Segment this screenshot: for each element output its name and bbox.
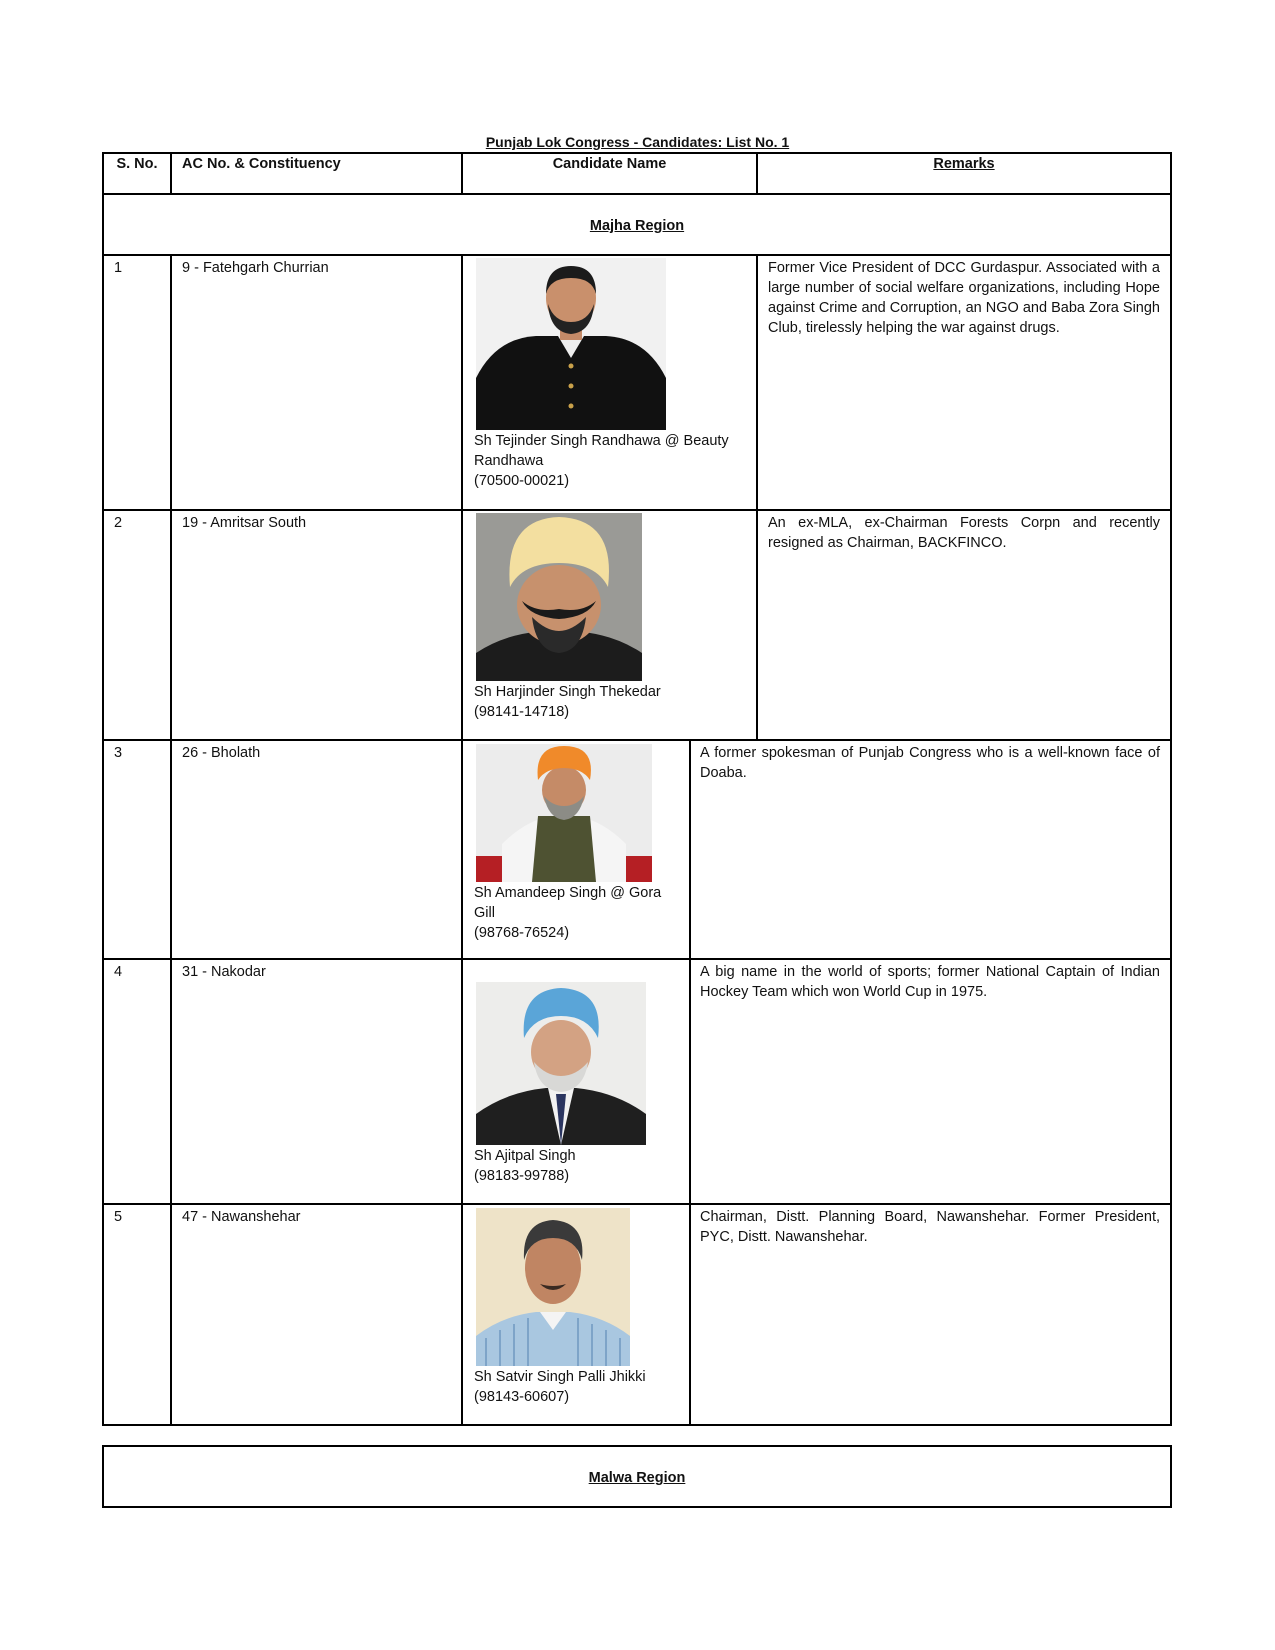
candidate-name: Sh Harjinder Singh Thekedar [474,684,661,700]
candidate-phone: (98183-99788) [474,1168,570,1184]
row-sno: 5 [114,1209,123,1225]
row-remarks: An ex-MLA, ex-Chairman Forests Corpn and recently resigned as Chairman, BACKFINCO. [768,515,1160,551]
header-sno: S. No. [116,156,158,172]
document-title: Punjab Lok Congress - Candidates: List No. 1 [485,134,790,150]
row-constituency: 19 - Amritsar South [182,515,307,531]
candidate-photo [476,258,666,430]
candidate-phone: (98141-14718) [474,704,570,720]
row-remarks: Chairman, Distt. Planning Board, Nawanshehar. Former President, PYC, Distt. Nawanshehar. [700,1209,1160,1245]
candidate-photo [476,513,642,681]
row-sno: 2 [114,515,123,531]
candidate-phone: (98768-76524) [474,925,570,941]
row-sno: 1 [114,260,123,276]
candidate-photo [476,1208,630,1366]
candidate-name: Sh Satvir Singh Palli Jhikki [474,1369,646,1385]
candidate-photo [476,744,652,882]
row-constituency: 26 - Bholath [182,745,261,761]
candidate-name: Sh Amandeep Singh @ Gora Gill [474,885,662,921]
candidate-phone: (70500-00021) [474,473,570,489]
row-constituency: 31 - Nakodar [182,964,266,980]
row-sno: 3 [114,745,123,761]
candidate-phone: (98143-60607) [474,1389,570,1405]
header-constituency: AC No. & Constituency [182,156,341,172]
row-remarks: A big name in the world of sports; former National Captain of Indian Hockey Team which won World Cup in 1975. [700,964,1160,1000]
candidate-name: Sh Ajitpal Singh [474,1148,576,1164]
row-remarks: A former spokesman of Punjab Congress who is a well-known face of Doaba. [700,745,1160,781]
region-heading-majha: Majha Region [589,218,685,234]
row-remarks: Former Vice President of DCC Gurdaspur. Associated with a large number of social welfare organizations, including Hope against Crime and Corruption, an NGO and Baba Zora Singh Club, tirelessly helping the war against drugs. [768,260,1160,336]
row-constituency: 47 - Nawanshehar [182,1209,301,1225]
header-remarks: Remarks [933,156,995,172]
row-constituency: 9 - Fatehgarh Churrian [182,260,329,276]
row-sno: 4 [114,964,123,980]
header-candidate-name: Candidate Name [552,156,667,172]
region-heading-malwa: Malwa Region [588,1470,686,1486]
candidate-photo [476,982,646,1145]
candidate-name: Sh Tejinder Singh Randhawa @ Beauty Randhawa [474,433,729,469]
